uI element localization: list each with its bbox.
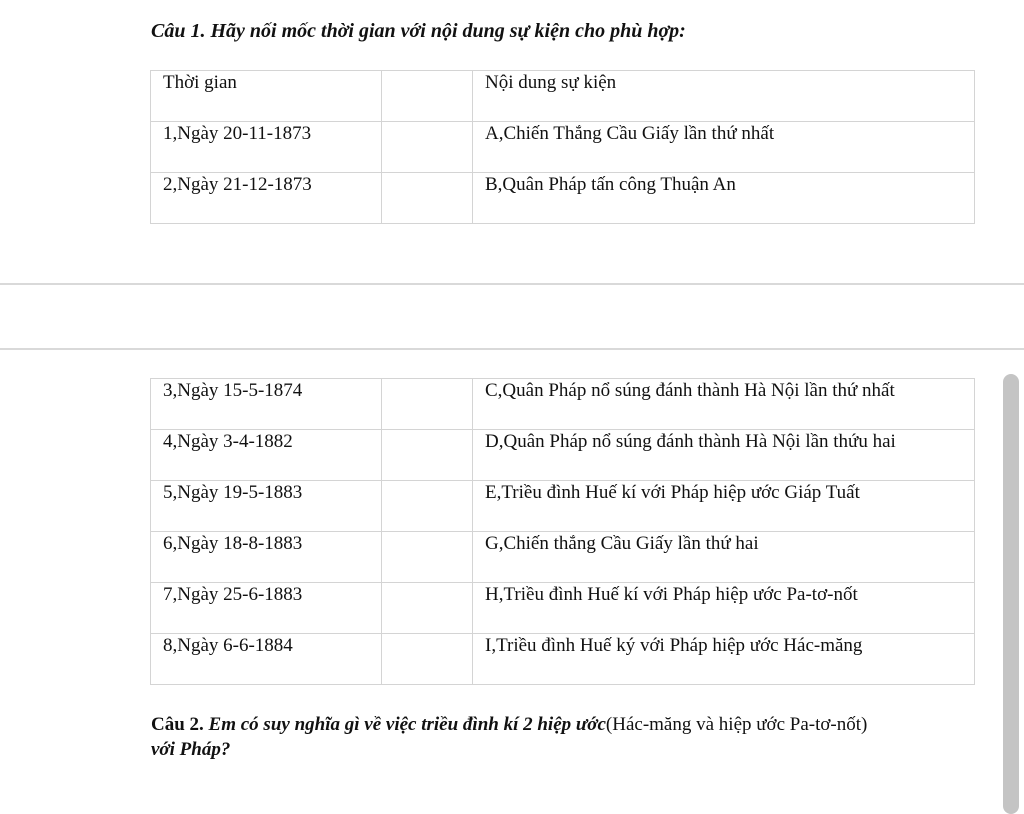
time-text: 7,Ngày 25-6-1883 bbox=[163, 584, 303, 605]
event-cell bbox=[473, 481, 975, 532]
table-row bbox=[151, 430, 975, 481]
empty-answer-cell bbox=[382, 634, 473, 685]
empty-answer-cell bbox=[382, 430, 473, 481]
header-time: Thời gian bbox=[163, 72, 237, 93]
event-cell bbox=[473, 583, 975, 634]
table-header-row bbox=[151, 71, 975, 122]
event-text: D,Quân Pháp nổ súng đánh thành Hà Nội lần thứu hai bbox=[485, 431, 896, 452]
table-row bbox=[151, 634, 975, 685]
time-cell bbox=[151, 379, 382, 430]
event-text: B,Quân Pháp tấn công Thuận An bbox=[485, 174, 736, 195]
time-cell bbox=[151, 122, 382, 173]
event-text: G,Chiến thắng Cầu Giấy lần thứ hai bbox=[485, 533, 759, 554]
event-cell bbox=[473, 532, 975, 583]
time-cell bbox=[151, 430, 382, 481]
empty-answer-cell bbox=[382, 583, 473, 634]
event-cell bbox=[473, 173, 975, 224]
event-text: H,Triều đình Huế kí với Pháp hiệp ước Pa-tơ-nốt bbox=[485, 584, 858, 605]
question-2-label: Câu 2. bbox=[151, 714, 204, 735]
time-text: 5,Ngày 19-5-1883 bbox=[163, 482, 303, 503]
vertical-scrollbar[interactable] bbox=[1003, 374, 1019, 814]
event-cell bbox=[473, 634, 975, 685]
table-row bbox=[151, 379, 975, 430]
event-cell bbox=[473, 430, 975, 481]
header-time-cell bbox=[151, 71, 382, 122]
empty-answer-cell bbox=[382, 122, 473, 173]
table-row bbox=[151, 532, 975, 583]
table-row bbox=[151, 481, 975, 532]
question-1-heading: Câu 1. Hãy nối mốc thời gian với nội dung sự kiện cho phù hợp: bbox=[151, 20, 686, 42]
header-event: Nội dung sự kiện bbox=[485, 72, 617, 93]
time-text: 8,Ngày 6-6-1884 bbox=[163, 635, 293, 656]
event-text: E,Triều đình Huế kí với Pháp hiệp ước Giáp Tuất bbox=[485, 482, 860, 503]
empty-answer-cell bbox=[382, 481, 473, 532]
empty-answer-cell bbox=[382, 173, 473, 224]
time-text: 2,Ngày 21-12-1873 bbox=[163, 174, 312, 195]
empty-answer-cell bbox=[382, 71, 473, 122]
question-2-text-part2: (Hác-măng và hiệp ước Pa-tơ-nốt) bbox=[605, 714, 868, 735]
time-cell bbox=[151, 481, 382, 532]
matching-table-page-1 bbox=[150, 70, 975, 224]
question-2-text-part1: Em có suy nghĩa gì về việc triều đình kí 2 hiệp ước bbox=[208, 714, 606, 735]
time-cell bbox=[151, 173, 382, 224]
empty-answer-cell bbox=[382, 379, 473, 430]
event-text: I,Triều đình Huế ký với Pháp hiệp ước Hác-măng bbox=[485, 635, 863, 656]
table-row bbox=[151, 122, 975, 173]
event-text: C,Quân Pháp nổ súng đánh thành Hà Nội lần thứ nhất bbox=[485, 380, 895, 401]
time-cell bbox=[151, 583, 382, 634]
time-text: 3,Ngày 15-5-1874 bbox=[163, 380, 303, 401]
table-row bbox=[151, 583, 975, 634]
empty-answer-cell bbox=[382, 532, 473, 583]
header-event-cell bbox=[473, 71, 975, 122]
time-cell bbox=[151, 532, 382, 583]
matching-table-page-2 bbox=[150, 378, 975, 685]
time-text: 1,Ngày 20-11-1873 bbox=[163, 123, 312, 144]
event-cell bbox=[473, 379, 975, 430]
time-text: 6,Ngày 18-8-1883 bbox=[163, 533, 303, 554]
event-text: A,Chiến Thắng Cầu Giấy lần thứ nhất bbox=[485, 123, 775, 144]
event-cell bbox=[473, 122, 975, 173]
question-2 bbox=[151, 712, 871, 762]
time-text: 4,Ngày 3-4-1882 bbox=[163, 431, 293, 452]
time-cell bbox=[151, 634, 382, 685]
question-2-text-part3: với Pháp? bbox=[151, 739, 231, 760]
page-break bbox=[0, 283, 1024, 350]
table-row bbox=[151, 173, 975, 224]
